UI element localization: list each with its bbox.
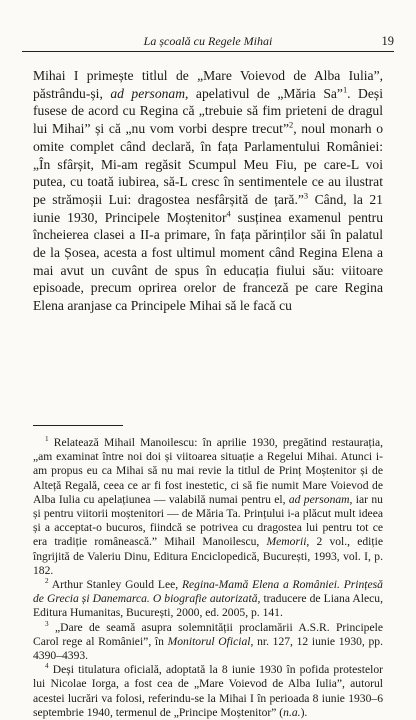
- italic-text: Monitorul Oficial: [167, 634, 251, 648]
- footnote-marker: 3: [303, 190, 309, 201]
- italic-text: ad personam: [288, 492, 350, 506]
- text-run: . Deși fusese de acord cu Regina că „trebuie să fim prieteni de dragul lui Mihai” și că „nu vom vorbi despre trecut”: [33, 85, 383, 137]
- text-run: , 2 vol., ediție îngrijită de Valeriu Dinu, Editura Enciclopedică, București, 1993, vol. I, p. 182.: [33, 535, 383, 577]
- footnote-marker: 2: [45, 577, 49, 586]
- footnote-marker: 1: [342, 84, 348, 95]
- running-header: [22, 33, 394, 52]
- text-run: Mihai I primește titlul de „Mare Voievod de Alba Iulia”, păstrându-și,: [33, 68, 383, 101]
- text-run: susținea examenul pentru încheierea clasei a II-a primare, în fața părinților săi în palatul de la Șosea, acesta a fost ultimul moment când Regina Elena a mai avut un cuvânt de spus în educația fiului său: viitoare episoade, precum oprirea orelor de franceză pe care Regina Elena aranjase ca Principele Mihai să le facă cu: [33, 209, 384, 314]
- footnote-marker: 2: [289, 119, 294, 130]
- text-run: , nr. 127, 12 iunie 1930, pp. 4390–4393.: [33, 634, 383, 663]
- italic-text: ad personam: [110, 85, 186, 101]
- text-run: , iar nu și pentru viitorii moștenitori — de Măria Ta. Prințului i-a plăcut mult ideea și a acceptat-o bucuros, fiindcă se potrivea cu dragostea lui pentru tot ce era tradiție românească.” Mihail Manoilescu,: [33, 492, 383, 549]
- footnote-marker: 3: [45, 619, 49, 628]
- text-run: , traducere de Liana Alecu, Editura Humanitas, București, 2000, ed. 2005, p. 141.: [33, 592, 383, 620]
- text-run: „Dare de seamă asupra solemnității proclamării A.S.R. Principele Carol rege al României”, în: [33, 620, 383, 648]
- page-number: 19: [381, 34, 394, 48]
- footnote-1: [33, 436, 383, 578]
- text-run: Când, la 21 iunie 1930, Principele Moștenitor: [33, 191, 383, 225]
- footnote-marker: 4: [45, 662, 49, 671]
- text-run: Arthur Stanley Gould Lee,: [48, 578, 182, 592]
- italic-text: Regina-Mamă Elena a României. Prințesă de Grecia și Danemarca. O biografie autorizată: [33, 578, 383, 606]
- body-paragraph: [33, 67, 383, 315]
- main-text: [33, 67, 383, 315]
- footnote-2: [33, 578, 383, 621]
- footnote-4: [33, 663, 383, 720]
- text-run: Relatează Mihail Manoilescu: în aprilie 1930, pregătind restaurația, „am examinat între noi doi și viitoarea situație a Regelui Mihai. Atunci i-am propus eu ca Mihai să nu mai revie la titlul de Prinț Moștenitor și de Alteță Regală, ceea ce ar fi fost inestetic, ci să fie numit Mare Voievod de Alba Iulia cu apelațiunea — valabilă numai pentru el,: [33, 436, 383, 506]
- footnote-marker: 4: [226, 208, 231, 219]
- italic-text: Memorii: [266, 535, 307, 549]
- footnote-marker: 1: [45, 435, 49, 444]
- text-run: ).: [300, 705, 308, 719]
- footnote-divider: [33, 425, 123, 426]
- footnote-3: [33, 621, 383, 664]
- footnotes: [33, 436, 383, 720]
- text-run: , noul monarh o omite complet când declară, în fața Parlamentului României: „În sfârșit, Mi-am regăsit Scumpul Meu Fiu, pe care-L voi putea, cu toată iubirea, să-L cresc în sentimentele ce au ilustrat pe strămoșii Lui: dragostea nesfârșită de țară.”: [33, 121, 384, 207]
- italic-text: n.a.: [283, 705, 301, 719]
- running-title: La școală cu Regele Mihai: [143, 34, 273, 48]
- text-run: Deși titulatura oficială, adoptată la 8 iunie 1930 în pofida protestelor lui Nicolae Iorga, a fost cea de „Mare Voievod de Alba Iulia”, autorul acestei lucrări va folosi, referindu-se la Mihai I în perioada 8 iunie 1930–6 septembrie 1940, termenul de „Principe Moștenitor” (: [33, 663, 383, 719]
- text-run: , apelativul de „Măria Sa”: [185, 85, 343, 101]
